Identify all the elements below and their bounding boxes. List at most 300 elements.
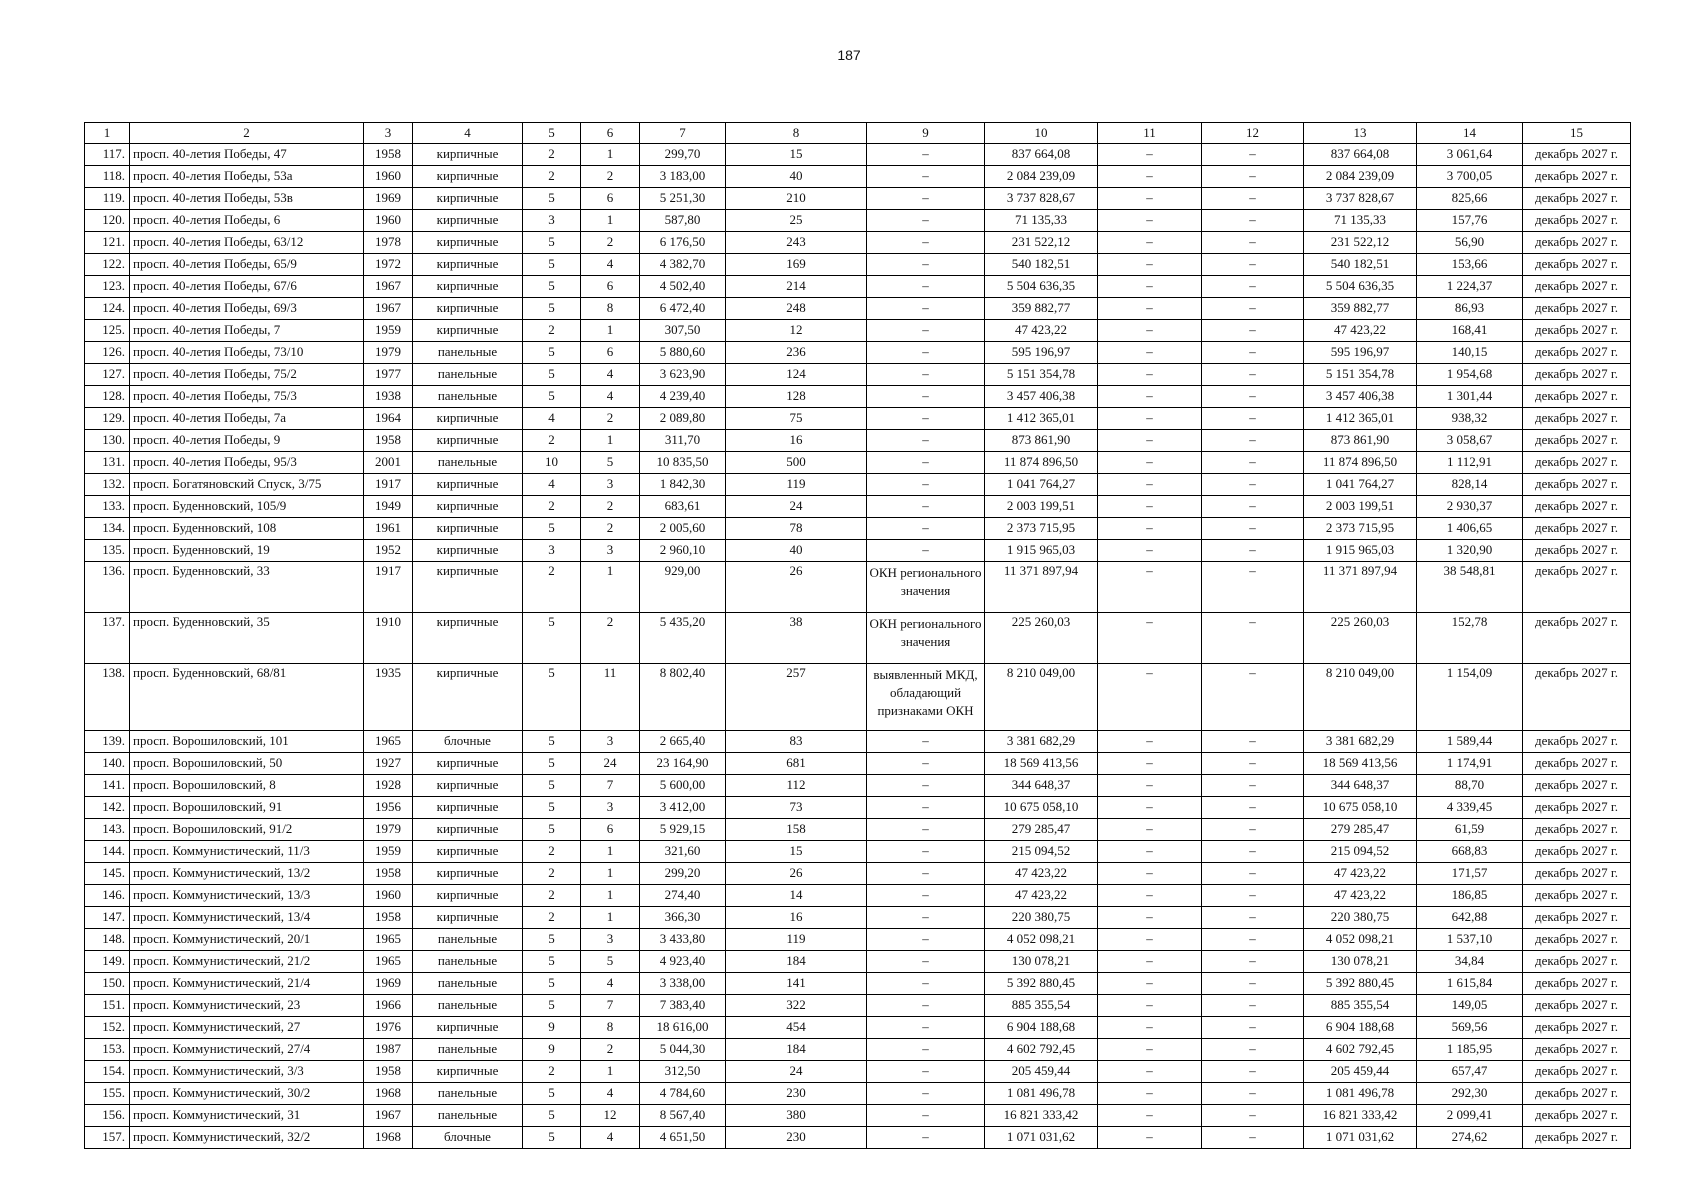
cell-residents: 15 bbox=[726, 841, 867, 863]
cell-cost-col13: 10 675 058,10 bbox=[1304, 797, 1417, 819]
cell-residents: 25 bbox=[726, 210, 867, 232]
cell-heritage-status: – bbox=[867, 386, 985, 408]
cell-cost-total: 1 915 965,03 bbox=[985, 540, 1098, 562]
cell-floors: 5 bbox=[523, 995, 581, 1017]
cell-cost-total: 47 423,22 bbox=[985, 320, 1098, 342]
cell-wall-material: кирпичные bbox=[413, 144, 523, 166]
cell-cost-col12: – bbox=[1202, 276, 1304, 298]
cell-cost-col12: – bbox=[1202, 298, 1304, 320]
cell-area: 8 802,40 bbox=[640, 664, 726, 731]
cell-area: 307,50 bbox=[640, 320, 726, 342]
cell-heritage-status: – bbox=[867, 166, 985, 188]
cell-residents: 214 bbox=[726, 276, 867, 298]
cell-row-number: 118. bbox=[85, 166, 130, 188]
table-row bbox=[85, 254, 1631, 276]
cell-wall-material: панельные bbox=[413, 1105, 523, 1127]
cell-row-number: 131. bbox=[85, 452, 130, 474]
cell-row-number: 138. bbox=[85, 664, 130, 731]
cell-entrances: 11 bbox=[581, 664, 640, 731]
cell-cost-total: 205 459,44 bbox=[985, 1061, 1098, 1083]
cell-area: 321,60 bbox=[640, 841, 726, 863]
cell-heritage-status: – bbox=[867, 232, 985, 254]
cell-residents: 322 bbox=[726, 995, 867, 1017]
cell-unit-cost: 1 406,65 bbox=[1417, 518, 1523, 540]
cell-cost-total: 11 874 896,50 bbox=[985, 452, 1098, 474]
cell-deadline: декабрь 2027 г. bbox=[1523, 753, 1631, 775]
cell-cost-col13: 3 457 406,38 bbox=[1304, 386, 1417, 408]
cell-wall-material: кирпичные bbox=[413, 863, 523, 885]
cell-deadline: декабрь 2027 г. bbox=[1523, 973, 1631, 995]
cell-unit-cost: 140,15 bbox=[1417, 342, 1523, 364]
cell-cost-col11: – bbox=[1098, 210, 1202, 232]
cell-wall-material: панельные bbox=[413, 386, 523, 408]
cell-residents: 119 bbox=[726, 474, 867, 496]
cell-entrances: 1 bbox=[581, 144, 640, 166]
cell-year-built: 1935 bbox=[364, 664, 413, 731]
cell-deadline: декабрь 2027 г. bbox=[1523, 1083, 1631, 1105]
table-row bbox=[85, 973, 1631, 995]
cell-year-built: 1967 bbox=[364, 276, 413, 298]
table-row bbox=[85, 907, 1631, 929]
cell-floors: 9 bbox=[523, 1039, 581, 1061]
cell-row-number: 152. bbox=[85, 1017, 130, 1039]
cell-cost-col12: – bbox=[1202, 613, 1304, 664]
cell-deadline: декабрь 2027 г. bbox=[1523, 664, 1631, 731]
cell-unit-cost: 1 537,10 bbox=[1417, 929, 1523, 951]
cell-address: просп. 40-летия Победы, 47 bbox=[130, 144, 364, 166]
cell-cost-col13: 3 737 828,67 bbox=[1304, 188, 1417, 210]
table-row bbox=[85, 562, 1631, 613]
cell-year-built: 1938 bbox=[364, 386, 413, 408]
cell-cost-col12: – bbox=[1202, 775, 1304, 797]
cell-heritage-status: – bbox=[867, 1127, 985, 1149]
table-row bbox=[85, 188, 1631, 210]
cell-deadline: декабрь 2027 г. bbox=[1523, 518, 1631, 540]
cell-area: 3 338,00 bbox=[640, 973, 726, 995]
cell-floors: 5 bbox=[523, 1105, 581, 1127]
cell-unit-cost: 157,76 bbox=[1417, 210, 1523, 232]
cell-cost-col13: 3 381 682,29 bbox=[1304, 731, 1417, 753]
cell-area: 4 651,50 bbox=[640, 1127, 726, 1149]
cell-area: 4 784,60 bbox=[640, 1083, 726, 1105]
column-header-6: 6 bbox=[581, 123, 640, 144]
cell-year-built: 1928 bbox=[364, 775, 413, 797]
cell-cost-col13: 231 522,12 bbox=[1304, 232, 1417, 254]
cell-cost-total: 220 380,75 bbox=[985, 907, 1098, 929]
cell-floors: 5 bbox=[523, 232, 581, 254]
cell-cost-col13: 6 904 188,68 bbox=[1304, 1017, 1417, 1039]
cell-row-number: 123. bbox=[85, 276, 130, 298]
cell-row-number: 124. bbox=[85, 298, 130, 320]
cell-year-built: 1976 bbox=[364, 1017, 413, 1039]
cell-area: 6 176,50 bbox=[640, 232, 726, 254]
cell-cost-total: 2 003 199,51 bbox=[985, 496, 1098, 518]
cell-heritage-status: – bbox=[867, 496, 985, 518]
cell-row-number: 155. bbox=[85, 1083, 130, 1105]
cell-floors: 5 bbox=[523, 342, 581, 364]
cell-area: 1 842,30 bbox=[640, 474, 726, 496]
cell-wall-material: кирпичные bbox=[413, 474, 523, 496]
cell-row-number: 129. bbox=[85, 408, 130, 430]
cell-wall-material: кирпичные bbox=[413, 819, 523, 841]
cell-cost-total: 1 412 365,01 bbox=[985, 408, 1098, 430]
cell-floors: 2 bbox=[523, 166, 581, 188]
cell-address: просп. Коммунистический, 27 bbox=[130, 1017, 364, 1039]
cell-heritage-status: – bbox=[867, 973, 985, 995]
cell-year-built: 1956 bbox=[364, 797, 413, 819]
cell-cost-total: 225 260,03 bbox=[985, 613, 1098, 664]
cell-area: 274,40 bbox=[640, 885, 726, 907]
cell-cost-total: 540 182,51 bbox=[985, 254, 1098, 276]
cell-wall-material: кирпичные bbox=[413, 408, 523, 430]
cell-unit-cost: 153,66 bbox=[1417, 254, 1523, 276]
cell-year-built: 1960 bbox=[364, 885, 413, 907]
cell-cost-total: 5 392 880,45 bbox=[985, 973, 1098, 995]
cell-row-number: 128. bbox=[85, 386, 130, 408]
cell-year-built: 1960 bbox=[364, 210, 413, 232]
cell-row-number: 146. bbox=[85, 885, 130, 907]
cell-cost-col11: – bbox=[1098, 452, 1202, 474]
cell-cost-col12: – bbox=[1202, 1039, 1304, 1061]
cell-wall-material: кирпичные bbox=[413, 753, 523, 775]
table-row bbox=[85, 819, 1631, 841]
cell-floors: 5 bbox=[523, 929, 581, 951]
cell-cost-col13: 540 182,51 bbox=[1304, 254, 1417, 276]
cell-address: просп. Ворошиловский, 91/2 bbox=[130, 819, 364, 841]
cell-floors: 2 bbox=[523, 562, 581, 613]
cell-heritage-status: ОКН регионального значения bbox=[867, 613, 985, 664]
cell-floors: 5 bbox=[523, 188, 581, 210]
cell-row-number: 141. bbox=[85, 775, 130, 797]
cell-address: просп. 40-летия Победы, 75/3 bbox=[130, 386, 364, 408]
cell-residents: 112 bbox=[726, 775, 867, 797]
table-row bbox=[85, 1127, 1631, 1149]
cell-entrances: 1 bbox=[581, 841, 640, 863]
cell-cost-col12: – bbox=[1202, 819, 1304, 841]
cell-wall-material: панельные bbox=[413, 951, 523, 973]
cell-floors: 5 bbox=[523, 753, 581, 775]
cell-cost-col13: 1 071 031,62 bbox=[1304, 1127, 1417, 1149]
cell-cost-total: 215 094,52 bbox=[985, 841, 1098, 863]
cell-deadline: декабрь 2027 г. bbox=[1523, 819, 1631, 841]
cell-residents: 26 bbox=[726, 562, 867, 613]
cell-heritage-status: – bbox=[867, 254, 985, 276]
cell-residents: 40 bbox=[726, 166, 867, 188]
cell-residents: 16 bbox=[726, 907, 867, 929]
cell-heritage-status: выявленный МКД, обладающий признаками ОКН bbox=[867, 664, 985, 731]
cell-floors: 2 bbox=[523, 430, 581, 452]
table-row bbox=[85, 951, 1631, 973]
table-row bbox=[85, 797, 1631, 819]
cell-row-number: 145. bbox=[85, 863, 130, 885]
cell-cost-col12: – bbox=[1202, 408, 1304, 430]
cell-row-number: 140. bbox=[85, 753, 130, 775]
cell-address: просп. Ворошиловский, 101 bbox=[130, 731, 364, 753]
table-row bbox=[85, 1105, 1631, 1127]
cell-residents: 243 bbox=[726, 232, 867, 254]
cell-cost-col11: – bbox=[1098, 863, 1202, 885]
cell-cost-total: 16 821 333,42 bbox=[985, 1105, 1098, 1127]
cell-cost-col12: – bbox=[1202, 166, 1304, 188]
cell-entrances: 3 bbox=[581, 731, 640, 753]
cell-cost-total: 885 355,54 bbox=[985, 995, 1098, 1017]
cell-cost-col13: 205 459,44 bbox=[1304, 1061, 1417, 1083]
cell-entrances: 4 bbox=[581, 1083, 640, 1105]
table-row bbox=[85, 496, 1631, 518]
cell-cost-col11: – bbox=[1098, 1061, 1202, 1083]
table-row bbox=[85, 474, 1631, 496]
cell-cost-col11: – bbox=[1098, 386, 1202, 408]
cell-unit-cost: 2 930,37 bbox=[1417, 496, 1523, 518]
cell-address: просп. Коммунистический, 21/2 bbox=[130, 951, 364, 973]
cell-address: просп. Коммунистический, 13/2 bbox=[130, 863, 364, 885]
cell-wall-material: кирпичные bbox=[413, 496, 523, 518]
cell-floors: 2 bbox=[523, 885, 581, 907]
cell-area: 299,20 bbox=[640, 863, 726, 885]
cell-year-built: 1969 bbox=[364, 973, 413, 995]
cell-residents: 184 bbox=[726, 1039, 867, 1061]
cell-address: просп. Коммунистический, 13/3 bbox=[130, 885, 364, 907]
cell-cost-total: 2 084 239,09 bbox=[985, 166, 1098, 188]
cell-unit-cost: 1 112,91 bbox=[1417, 452, 1523, 474]
cell-heritage-status: – bbox=[867, 430, 985, 452]
table-row bbox=[85, 144, 1631, 166]
cell-area: 5 880,60 bbox=[640, 342, 726, 364]
cell-row-number: 132. bbox=[85, 474, 130, 496]
cell-cost-col13: 5 504 636,35 bbox=[1304, 276, 1417, 298]
cell-deadline: декабрь 2027 г. bbox=[1523, 386, 1631, 408]
cell-cost-col13: 130 078,21 bbox=[1304, 951, 1417, 973]
cell-heritage-status: – bbox=[867, 775, 985, 797]
cell-cost-col13: 885 355,54 bbox=[1304, 995, 1417, 1017]
cell-unit-cost: 168,41 bbox=[1417, 320, 1523, 342]
cell-row-number: 130. bbox=[85, 430, 130, 452]
column-header-1: 1 bbox=[85, 123, 130, 144]
cell-year-built: 1927 bbox=[364, 753, 413, 775]
cell-cost-total: 344 648,37 bbox=[985, 775, 1098, 797]
cell-heritage-status: – bbox=[867, 144, 985, 166]
column-header-7: 7 bbox=[640, 123, 726, 144]
cell-cost-total: 2 373 715,95 bbox=[985, 518, 1098, 540]
cell-year-built: 1968 bbox=[364, 1083, 413, 1105]
cell-address: просп. Ворошиловский, 91 bbox=[130, 797, 364, 819]
cell-entrances: 12 bbox=[581, 1105, 640, 1127]
cell-year-built: 2001 bbox=[364, 452, 413, 474]
cell-heritage-status: – bbox=[867, 1105, 985, 1127]
cell-wall-material: кирпичные bbox=[413, 885, 523, 907]
cell-entrances: 5 bbox=[581, 951, 640, 973]
cell-area: 5 929,15 bbox=[640, 819, 726, 841]
cell-year-built: 1959 bbox=[364, 841, 413, 863]
table-row bbox=[85, 664, 1631, 731]
cell-cost-col12: – bbox=[1202, 797, 1304, 819]
cell-cost-col12: – bbox=[1202, 144, 1304, 166]
cell-year-built: 1958 bbox=[364, 430, 413, 452]
cell-floors: 2 bbox=[523, 496, 581, 518]
cell-cost-col12: – bbox=[1202, 518, 1304, 540]
cell-entrances: 4 bbox=[581, 973, 640, 995]
column-number-row bbox=[85, 123, 1631, 144]
cell-row-number: 148. bbox=[85, 929, 130, 951]
cell-row-number: 154. bbox=[85, 1061, 130, 1083]
cell-cost-col11: – bbox=[1098, 951, 1202, 973]
cell-heritage-status: – bbox=[867, 841, 985, 863]
cell-floors: 5 bbox=[523, 1127, 581, 1149]
cell-floors: 5 bbox=[523, 797, 581, 819]
cell-cost-col12: – bbox=[1202, 907, 1304, 929]
cell-cost-col13: 71 135,33 bbox=[1304, 210, 1417, 232]
table-row bbox=[85, 276, 1631, 298]
cell-year-built: 1979 bbox=[364, 819, 413, 841]
cell-wall-material: кирпичные bbox=[413, 232, 523, 254]
cell-unit-cost: 825,66 bbox=[1417, 188, 1523, 210]
cell-entrances: 1 bbox=[581, 907, 640, 929]
cell-residents: 119 bbox=[726, 929, 867, 951]
cell-cost-col13: 47 423,22 bbox=[1304, 320, 1417, 342]
cell-residents: 184 bbox=[726, 951, 867, 973]
table-row bbox=[85, 166, 1631, 188]
cell-cost-col13: 1 041 764,27 bbox=[1304, 474, 1417, 496]
cell-year-built: 1968 bbox=[364, 1127, 413, 1149]
cell-cost-col13: 220 380,75 bbox=[1304, 907, 1417, 929]
cell-cost-col11: – bbox=[1098, 298, 1202, 320]
cell-deadline: декабрь 2027 г. bbox=[1523, 775, 1631, 797]
cell-area: 3 433,80 bbox=[640, 929, 726, 951]
cell-entrances: 1 bbox=[581, 863, 640, 885]
cell-area: 3 623,90 bbox=[640, 364, 726, 386]
cell-cost-col12: – bbox=[1202, 664, 1304, 731]
cell-cost-col13: 837 664,08 bbox=[1304, 144, 1417, 166]
cell-cost-col13: 2 003 199,51 bbox=[1304, 496, 1417, 518]
cell-year-built: 1961 bbox=[364, 518, 413, 540]
cell-unit-cost: 34,84 bbox=[1417, 951, 1523, 973]
cell-cost-col13: 47 423,22 bbox=[1304, 863, 1417, 885]
cell-floors: 5 bbox=[523, 518, 581, 540]
cell-wall-material: кирпичные bbox=[413, 664, 523, 731]
cell-cost-col11: – bbox=[1098, 276, 1202, 298]
cell-address: просп. 40-летия Победы, 65/9 bbox=[130, 254, 364, 276]
cell-wall-material: панельные bbox=[413, 342, 523, 364]
cell-cost-col11: – bbox=[1098, 907, 1202, 929]
cell-area: 587,80 bbox=[640, 210, 726, 232]
cell-cost-col13: 1 915 965,03 bbox=[1304, 540, 1417, 562]
table-row bbox=[85, 731, 1631, 753]
cell-residents: 24 bbox=[726, 496, 867, 518]
cell-cost-col13: 2 373 715,95 bbox=[1304, 518, 1417, 540]
cell-row-number: 126. bbox=[85, 342, 130, 364]
cell-cost-col13: 2 084 239,09 bbox=[1304, 166, 1417, 188]
cell-cost-col11: – bbox=[1098, 731, 1202, 753]
cell-unit-cost: 38 548,81 bbox=[1417, 562, 1523, 613]
cell-deadline: декабрь 2027 г. bbox=[1523, 298, 1631, 320]
cell-wall-material: панельные bbox=[413, 929, 523, 951]
cell-unit-cost: 274,62 bbox=[1417, 1127, 1523, 1149]
cell-cost-col13: 1 412 365,01 bbox=[1304, 408, 1417, 430]
cell-deadline: декабрь 2027 г. bbox=[1523, 474, 1631, 496]
cell-row-number: 156. bbox=[85, 1105, 130, 1127]
table-row bbox=[85, 1061, 1631, 1083]
cell-address: просп. Коммунистический, 20/1 bbox=[130, 929, 364, 951]
cell-heritage-status: – bbox=[867, 540, 985, 562]
cell-row-number: 119. bbox=[85, 188, 130, 210]
cell-row-number: 147. bbox=[85, 907, 130, 929]
cell-address: просп. Коммунистический, 23 bbox=[130, 995, 364, 1017]
cell-cost-total: 1 081 496,78 bbox=[985, 1083, 1098, 1105]
cell-heritage-status: ОКН регионального значения bbox=[867, 562, 985, 613]
cell-deadline: декабрь 2027 г. bbox=[1523, 562, 1631, 613]
cell-year-built: 1977 bbox=[364, 364, 413, 386]
cell-heritage-status: – bbox=[867, 452, 985, 474]
cell-address: просп. Коммунистический, 13/4 bbox=[130, 907, 364, 929]
cell-unit-cost: 2 099,41 bbox=[1417, 1105, 1523, 1127]
cell-entrances: 2 bbox=[581, 496, 640, 518]
cell-deadline: декабрь 2027 г. bbox=[1523, 188, 1631, 210]
cell-address: просп. 40-летия Победы, 7а bbox=[130, 408, 364, 430]
cell-cost-col12: – bbox=[1202, 995, 1304, 1017]
column-header-10: 10 bbox=[985, 123, 1098, 144]
cell-address: просп. 40-летия Победы, 75/2 bbox=[130, 364, 364, 386]
cell-cost-col12: – bbox=[1202, 1017, 1304, 1039]
cell-floors: 2 bbox=[523, 1061, 581, 1083]
cell-cost-col11: – bbox=[1098, 613, 1202, 664]
cell-cost-col13: 873 861,90 bbox=[1304, 430, 1417, 452]
cell-residents: 24 bbox=[726, 1061, 867, 1083]
cell-cost-total: 5 504 636,35 bbox=[985, 276, 1098, 298]
cell-row-number: 122. bbox=[85, 254, 130, 276]
cell-heritage-status: – bbox=[867, 951, 985, 973]
cell-wall-material: кирпичные bbox=[413, 1061, 523, 1083]
cell-entrances: 4 bbox=[581, 386, 640, 408]
table-header bbox=[85, 123, 1631, 144]
cell-year-built: 1958 bbox=[364, 144, 413, 166]
cell-year-built: 1960 bbox=[364, 166, 413, 188]
table-row bbox=[85, 540, 1631, 562]
cell-address: просп. Коммунистический, 3/3 bbox=[130, 1061, 364, 1083]
cell-heritage-status: – bbox=[867, 1083, 985, 1105]
cell-heritage-status: – bbox=[867, 885, 985, 907]
cell-year-built: 1958 bbox=[364, 1061, 413, 1083]
cell-floors: 5 bbox=[523, 298, 581, 320]
cell-cost-col13: 18 569 413,56 bbox=[1304, 753, 1417, 775]
table-row bbox=[85, 210, 1631, 232]
cell-floors: 5 bbox=[523, 775, 581, 797]
cell-heritage-status: – bbox=[867, 1017, 985, 1039]
cell-address: просп. Коммунистический, 11/3 bbox=[130, 841, 364, 863]
cell-deadline: декабрь 2027 г. bbox=[1523, 166, 1631, 188]
cell-floors: 3 bbox=[523, 210, 581, 232]
cell-wall-material: кирпичные bbox=[413, 518, 523, 540]
cell-address: просп. Ворошиловский, 50 bbox=[130, 753, 364, 775]
cell-cost-col12: – bbox=[1202, 1127, 1304, 1149]
cell-cost-col12: – bbox=[1202, 731, 1304, 753]
cell-deadline: декабрь 2027 г. bbox=[1523, 144, 1631, 166]
cell-entrances: 6 bbox=[581, 819, 640, 841]
table-row bbox=[85, 386, 1631, 408]
table-row bbox=[85, 232, 1631, 254]
cell-wall-material: кирпичные bbox=[413, 775, 523, 797]
cell-floors: 5 bbox=[523, 664, 581, 731]
cell-cost-col12: – bbox=[1202, 1083, 1304, 1105]
cell-cost-col13: 5 151 354,78 bbox=[1304, 364, 1417, 386]
cell-area: 4 239,40 bbox=[640, 386, 726, 408]
cell-floors: 10 bbox=[523, 452, 581, 474]
cell-cost-col11: – bbox=[1098, 474, 1202, 496]
cell-cost-total: 71 135,33 bbox=[985, 210, 1098, 232]
cell-cost-col12: – bbox=[1202, 540, 1304, 562]
cell-entrances: 8 bbox=[581, 1017, 640, 1039]
cell-area: 4 382,70 bbox=[640, 254, 726, 276]
cell-residents: 210 bbox=[726, 188, 867, 210]
